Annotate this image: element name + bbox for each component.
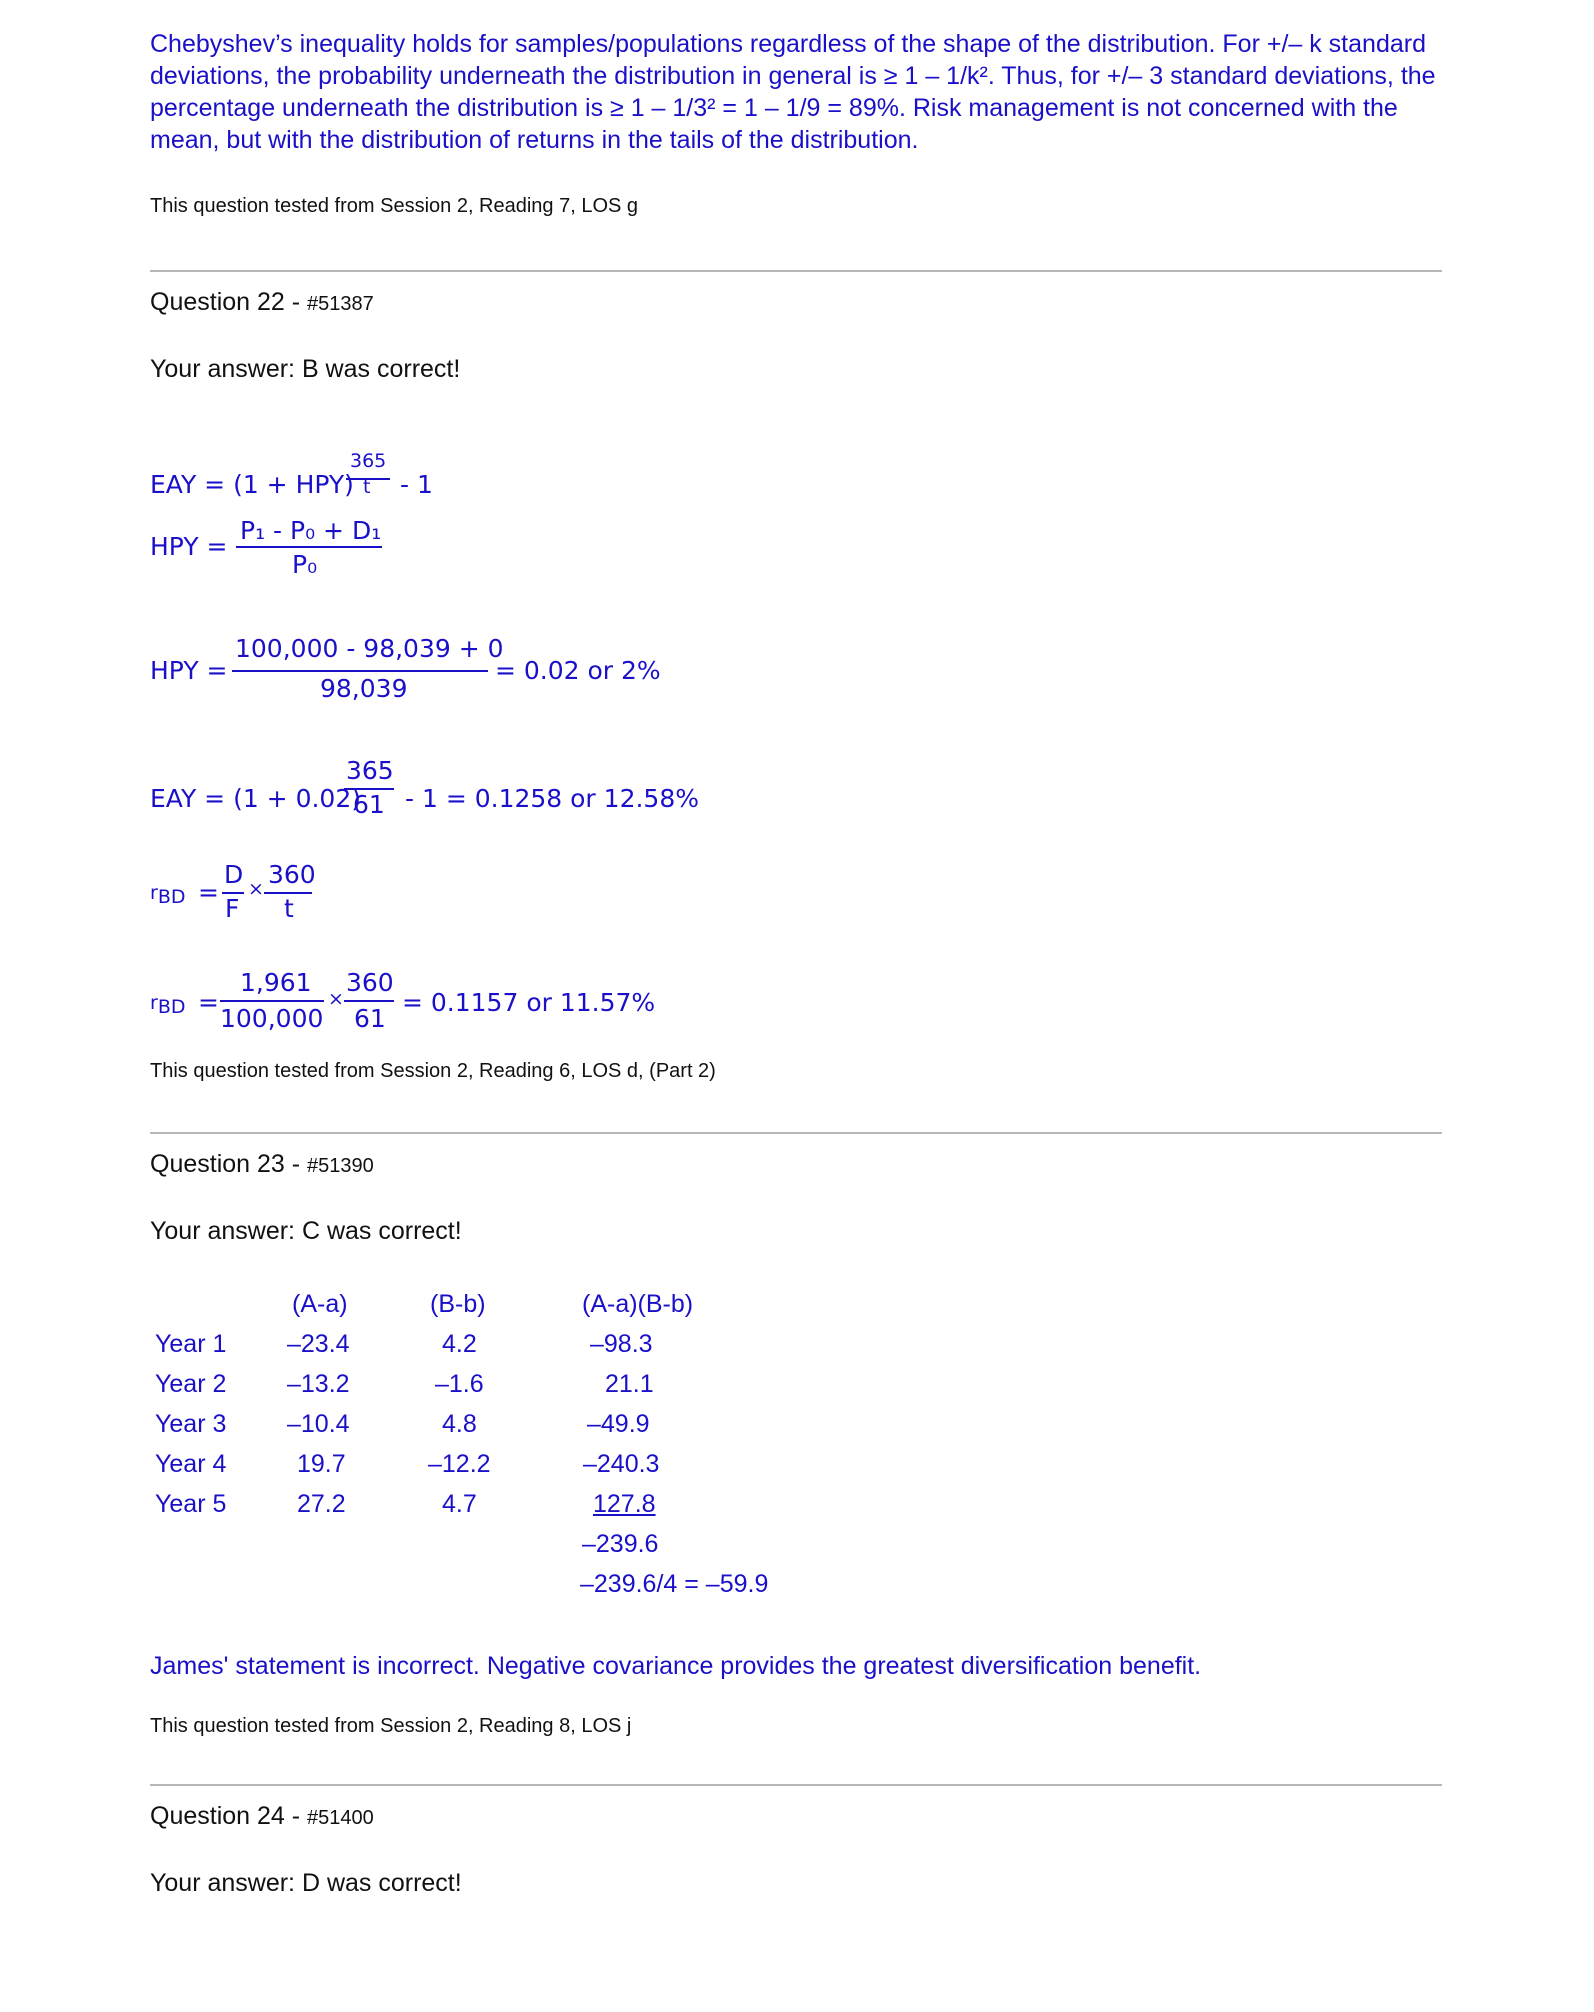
row-2-b: –1.6: [435, 1370, 484, 1398]
eay-formula-tail: - 1: [400, 470, 433, 499]
divider: [150, 1784, 1442, 1786]
hpy-calc-label: HPY =: [150, 656, 228, 685]
eay-calc-exponent-den: 61: [353, 790, 385, 819]
row-3-ab: –49.9: [587, 1410, 650, 1438]
eay-formula-label: EAY = (1 + HPY): [150, 470, 354, 499]
question-23-title: Question 23 -: [150, 1150, 308, 1178]
rbd-denominator-2: t: [284, 894, 294, 923]
row-3-a: –10.4: [287, 1410, 350, 1438]
question-22-id: #51387: [307, 293, 374, 315]
chebyshev-explanation: Chebyshev’s inequality holds for samples/populations regardless of the shape of the distribution. For +/– k standard deviations, the probability underneath the distribution in general is ≥ 1 – 1/k². Thus, for +/– 3 standard deviations, the percentage underneath the distribution is ≥ 1 – 1/3² = 1 – 1/9 = 89%. Risk management is not concerned with the mean, but with the distribution of returns in the tails of the distribution.: [150, 30, 1436, 154]
rbd-calc-r: r: [150, 992, 158, 1014]
eay-calc-tail: - 1 = 0.1258 or 12.58%: [405, 784, 699, 813]
rbd-calc-times: ×: [328, 988, 344, 1010]
table-header-ab: (A-a)(B-b): [582, 1290, 694, 1318]
question-23-answer: Your answer: C was correct!: [150, 1217, 462, 1245]
rbd-calc-subscript: BD: [157, 996, 186, 1018]
divider: [150, 270, 1442, 272]
question-24-title: Question 24 -: [150, 1802, 308, 1830]
rbd-numerator-1: D: [224, 860, 244, 889]
row-5-ab: 127.8: [593, 1490, 656, 1518]
hpy-calc-result: = 0.02 or 2%: [495, 656, 661, 685]
row-5-year: Year 5: [155, 1490, 227, 1518]
row-2-a: –13.2: [287, 1370, 350, 1398]
divider: [150, 1132, 1442, 1134]
eay-calc-exponent-num: 365: [346, 756, 394, 785]
rbd-calc-denominator-1: 100,000: [220, 1004, 324, 1033]
row-5-a: 27.2: [297, 1490, 346, 1518]
hpy-denominator: P₀: [292, 550, 318, 579]
question-22-answer: Your answer: B was correct!: [150, 355, 461, 383]
row-4-a: 19.7: [297, 1450, 346, 1478]
row-2-year: Year 2: [155, 1370, 227, 1398]
rbd-calc-equals: =: [198, 988, 219, 1017]
row-1-a: –23.4: [287, 1330, 350, 1358]
rbd-calc-fraction-bar-1: [220, 1000, 324, 1002]
row-4-year: Year 4: [155, 1450, 227, 1478]
row-4-b: –12.2: [428, 1450, 491, 1478]
q21-tested-note: This question tested from Session 2, Reading 7, LOS g: [150, 195, 639, 217]
covariance-table: [150, 1290, 850, 1610]
table-header-b: (B-b): [430, 1290, 486, 1318]
row-5-b: 4.7: [442, 1490, 477, 1518]
hpy-fraction-bar: [236, 546, 382, 548]
question-22-title: Question 22 -: [150, 288, 308, 316]
question-24-answer: Your answer: D was correct!: [150, 1869, 462, 1897]
rbd-times: ×: [248, 878, 264, 900]
hpy-formula-label: HPY =: [150, 532, 228, 561]
q22-tested-note: This question tested from Session 2, Reading 6, LOS d, (Part 2): [150, 1060, 716, 1082]
hpy-numerator: P₁ - P₀ + D₁: [240, 516, 382, 545]
q23-tested-note: This question tested from Session 2, Reading 8, LOS j: [150, 1715, 632, 1737]
covariance-sum: –239.6: [582, 1530, 659, 1558]
eay-calc-label: EAY = (1 + 0.02): [150, 784, 361, 813]
hpy-calc-fraction-bar: [232, 670, 488, 672]
row-1-year: Year 1: [155, 1330, 227, 1358]
question-22-heading: [150, 288, 374, 317]
rbd-numerator-2: 360: [268, 860, 316, 889]
question-24-id: #51400: [307, 1807, 374, 1829]
row-4-ab: –240.3: [583, 1450, 660, 1478]
rbd-calc-label: [150, 992, 186, 1018]
row-1-ab: –98.3: [590, 1330, 653, 1358]
rbd-calc-fraction-bar-2: [344, 1000, 394, 1002]
rbd-subscript: BD: [157, 886, 186, 908]
rbd-label: [150, 882, 186, 908]
eay-exponent-num: 365: [350, 450, 387, 472]
row-2-ab: 21.1: [605, 1370, 654, 1398]
eay-exponent-den: t: [363, 476, 371, 498]
hpy-calc-denominator: 98,039: [320, 674, 408, 703]
hpy-calc-numerator: 100,000 - 98,039 + 0: [235, 634, 504, 663]
rbd-calc-numerator-2: 360: [346, 968, 394, 997]
rbd-calc-result: = 0.1157 or 11.57%: [402, 988, 656, 1017]
q23-conclusion: James' statement is incorrect. Negative covariance provides the greatest diversification benefit.: [150, 1652, 1202, 1680]
rbd-calc-numerator-1: 1,961: [240, 968, 312, 997]
row-1-b: 4.2: [442, 1330, 477, 1358]
rbd-denominator-1: F: [225, 894, 240, 923]
row-3-b: 4.8: [442, 1410, 477, 1438]
row-3-year: Year 3: [155, 1410, 227, 1438]
rbd-equals: =: [198, 878, 219, 907]
rbd-r: r: [150, 882, 158, 904]
question-23-id: #51390: [307, 1155, 374, 1177]
table-header-a: (A-a): [292, 1290, 348, 1318]
q22-formulas: [150, 420, 850, 1060]
question-23-heading: [150, 1150, 374, 1179]
rbd-calc-denominator-2: 61: [354, 1004, 386, 1033]
covariance-average: –239.6/4 = –59.9: [580, 1570, 769, 1598]
question-24-heading: [150, 1802, 374, 1831]
